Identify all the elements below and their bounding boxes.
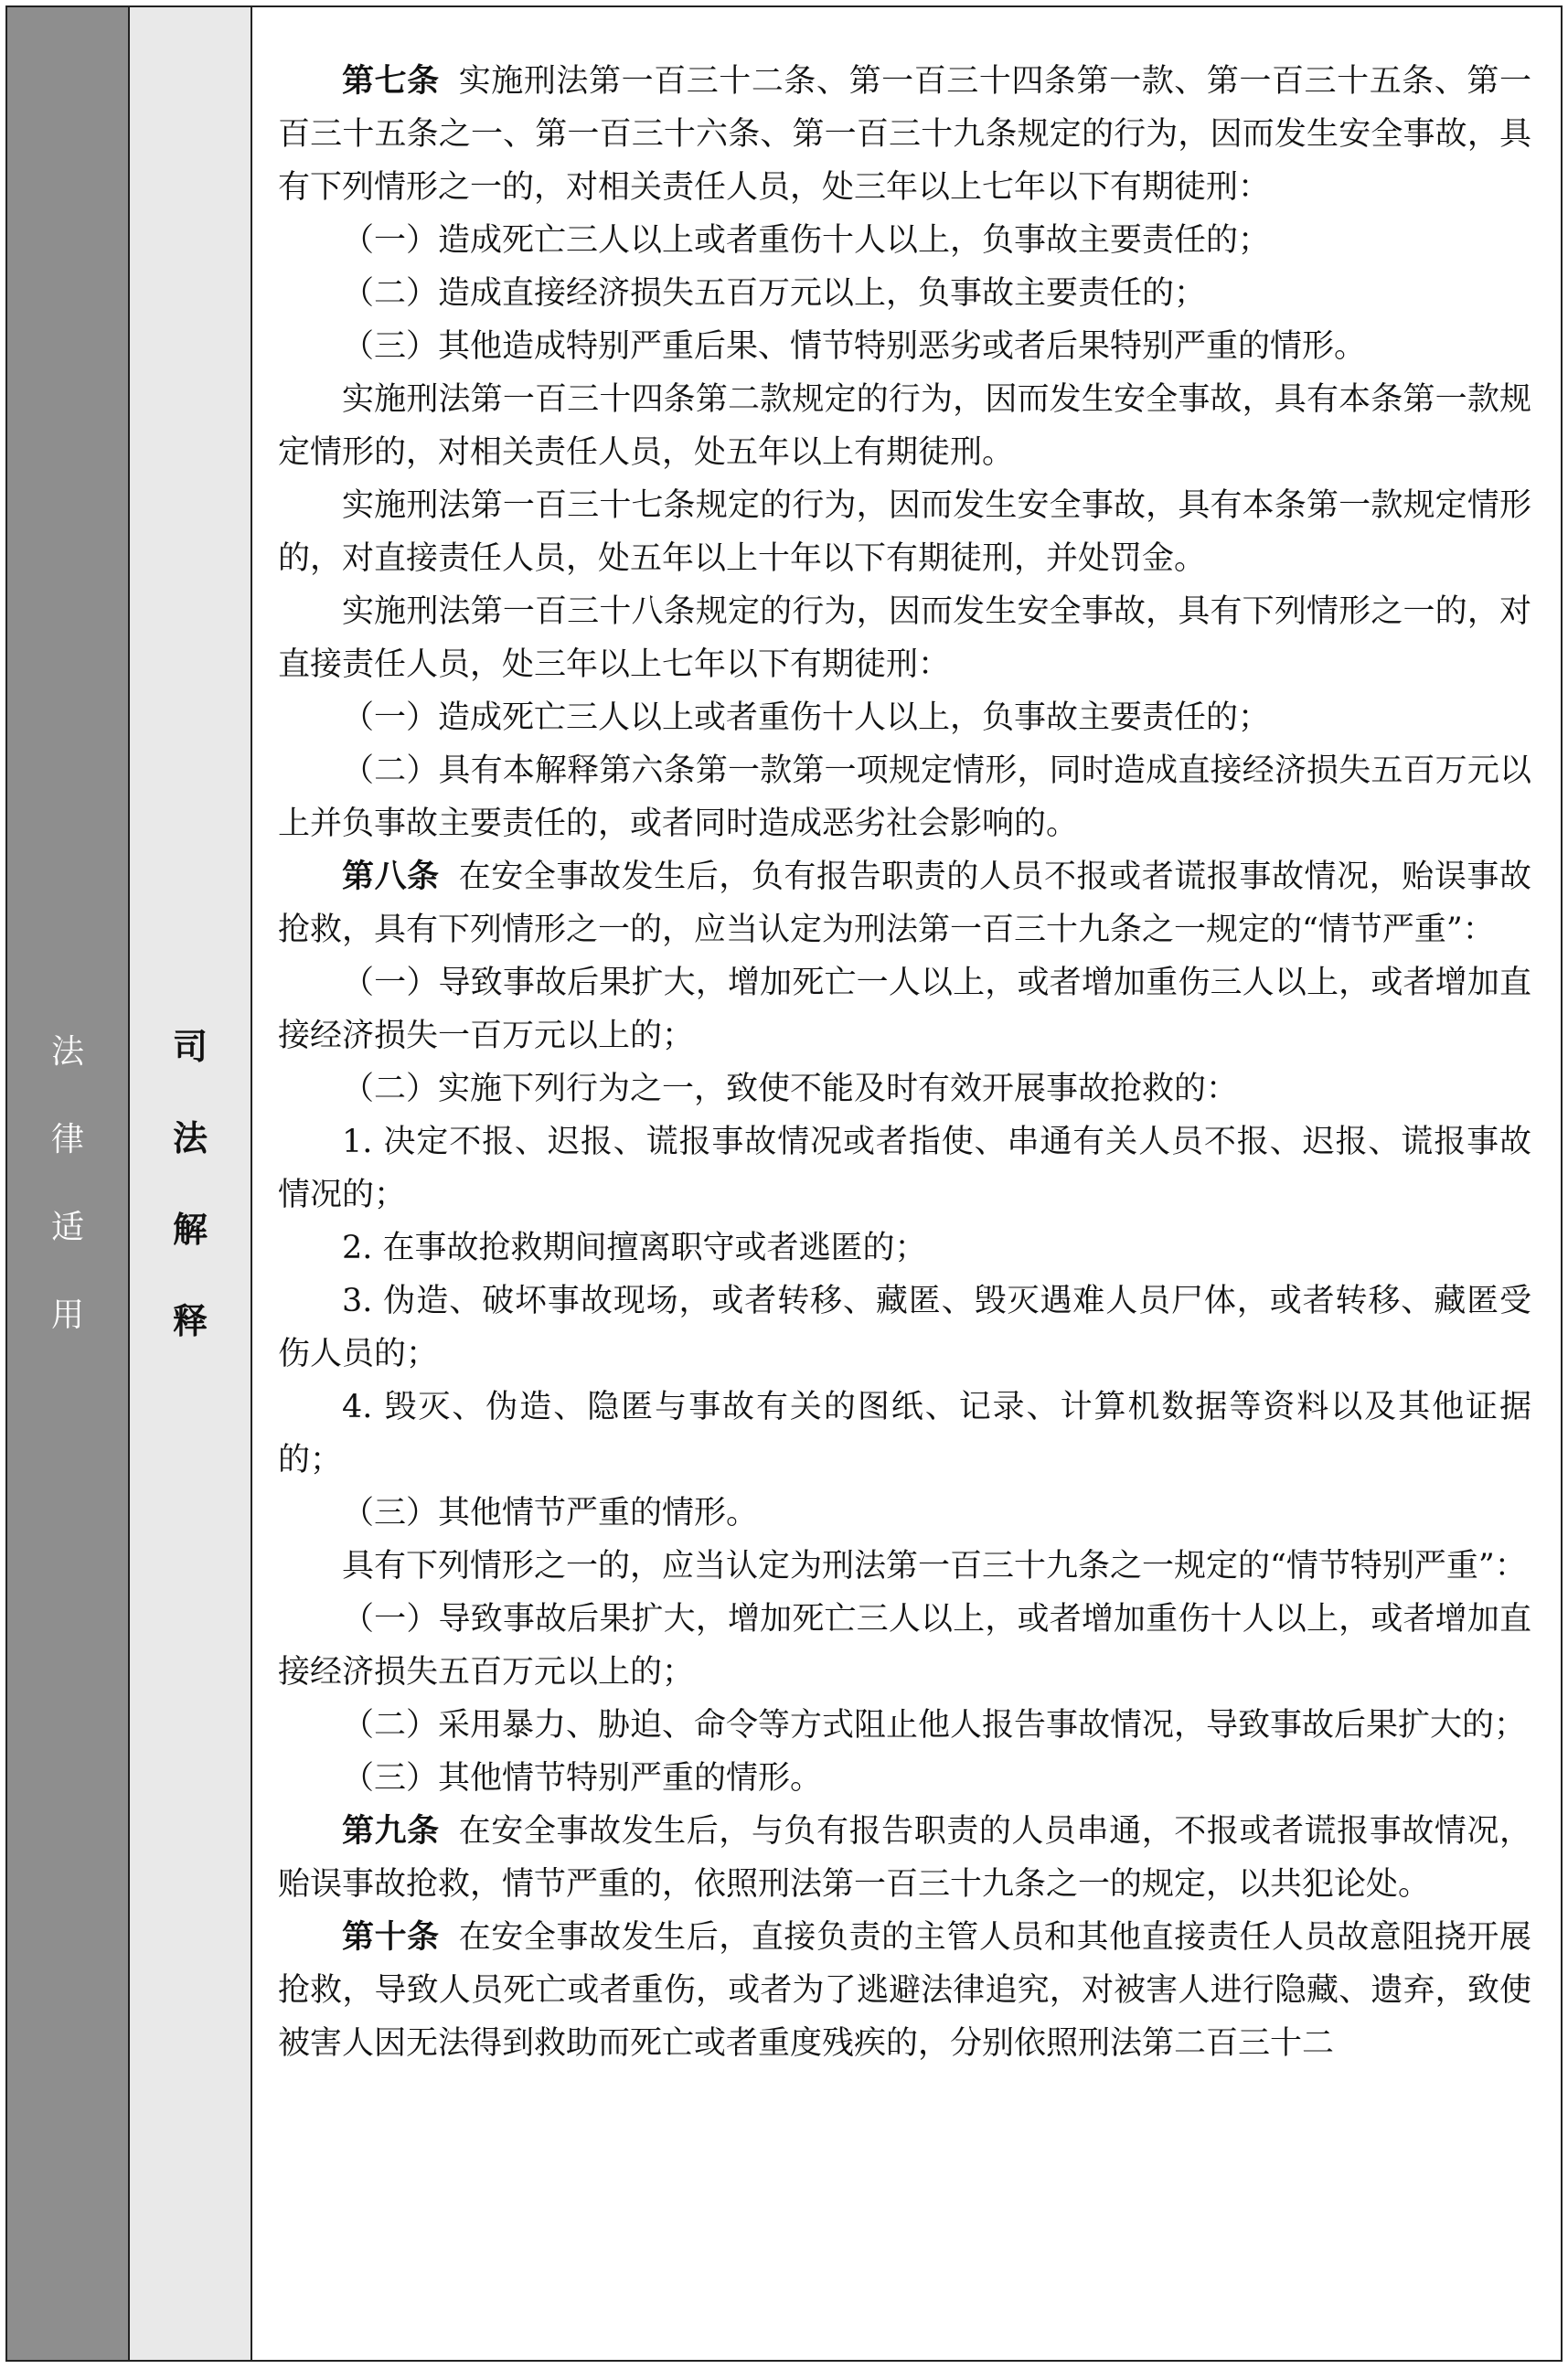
paragraph [278, 1062, 1531, 1115]
paragraph [278, 1381, 1531, 1487]
paragraph-text: （一）导致事故后果扩大，增加死亡一人以上，或者增加重伤三人以上，或者增加直接经济损失一百万元以上的； [278, 965, 1531, 1054]
paragraph [278, 744, 1531, 850]
section-label: 法 律 适 用 [50, 1032, 84, 1334]
paragraph-text: 实施刑法第一百三十二条、第一百三十四条第一款、第一百三十五条、第一百三十五条之一、第一百三十六条、第一百三十九条规定的行为，因而发生安全事故，具有下列情形之一的，对相关责任人员，处三年以上七年以下有期徒刑： [278, 63, 1531, 206]
page-frame [5, 5, 1563, 2362]
paragraph-text: （三）其他情节严重的情形。 [342, 1495, 759, 1531]
paragraph-text: 在安全事故发生后，负有报告职责的人员不报或者谎报事故情况，贻误事故抢救，具有下列情形之一的，应当认定为刑法第一百三十九条之一规定的“情节严重”： [278, 859, 1531, 948]
paragraph [278, 691, 1531, 744]
paragraph-text: （二）采用暴力、胁迫、命令等方式阻止他人报告事故情况，导致事故后果扩大的； [342, 1707, 1527, 1744]
paragraph [278, 1699, 1531, 1752]
paragraph-text: 具有下列情形之一的，应当认定为刑法第一百三十九条之一规定的“情节特别严重”： [342, 1548, 1527, 1585]
paragraph [278, 585, 1531, 691]
paragraph [278, 1752, 1531, 1805]
paragraph [278, 1805, 1531, 1911]
paragraph [278, 850, 1531, 956]
paragraph [278, 1487, 1531, 1540]
paragraph-text: （二）具有本解释第六条第一款第一项规定情形，同时造成直接经济损失五百万元以上并负事故主要责任的，或者同时造成恶劣社会影响的。 [278, 752, 1531, 842]
paragraph-text: （三）其他造成特别严重后果、情节特别恶劣或者后果特别严重的情形。 [342, 328, 1367, 365]
paragraph-text: （三）其他情节特别严重的情形。 [342, 1760, 823, 1797]
paragraph [278, 1540, 1531, 1593]
article-number: 第十条 [342, 1918, 440, 1956]
paragraph-text: 3. 伪造、破坏事故现场，或者转移、藏匿、毁灭遇难人员尸体，或者转移、藏匿受伤人员的； [278, 1283, 1531, 1372]
paragraph-text: （一）导致事故后果扩大，增加死亡三人以上，或者增加重伤十人以上，或者增加直接经济损失五百万元以上的； [278, 1601, 1531, 1691]
paragraph [278, 267, 1531, 320]
paragraph [278, 373, 1531, 479]
paragraph-text: 在安全事故发生后，直接负责的主管人员和其他直接责任人员故意阻挠开展抢救，导致人员死亡或者重伤，或者为了逃避法律追究，对被害人进行隐藏、遗弃，致使被害人因无法得到救助而死亡或者重度残疾的，分别依照刑法第二百三十二 [278, 1919, 1531, 2062]
paragraph-text: 4. 毁灭、伪造、隐匿与事故有关的图纸、记录、计算机数据等资料以及其他证据的； [278, 1389, 1531, 1478]
article-number: 第七条 [342, 62, 440, 100]
paragraph-text: 实施刑法第一百三十七条规定的行为，因而发生安全事故，具有本条第一款规定情形的，对直接责任人员，处五年以上十年以下有期徒刑，并处罚金。 [278, 487, 1531, 577]
section-label-column [7, 7, 130, 2360]
paragraph-text: （二）实施下列行为之一，致使不能及时有效开展事故抢救的： [342, 1071, 1239, 1107]
paragraph-text: 1. 决定不报、迟报、谎报事故情况或者指使、串通有关人员不报、迟报、谎报事故情况的； [278, 1124, 1531, 1213]
paragraph [278, 55, 1531, 214]
paragraph-text: 实施刑法第一百三十八条规定的行为，因而发生安全事故，具有下列情形之一的，对直接责任人员，处三年以上七年以下有期徒刑： [278, 593, 1531, 683]
paragraph-text: （二）造成直接经济损失五百万元以上，负事故主要责任的； [342, 275, 1207, 312]
paragraph-text: 在安全事故发生后，与负有报告职责的人员串通，不报或者谎报事故情况，贻误事故抢救，情节严重的，依照刑法第一百三十九条之一的规定，以共犯论处。 [278, 1813, 1531, 1903]
paragraph [278, 1911, 1531, 2070]
paragraph [278, 479, 1531, 585]
paragraph-text: （一）造成死亡三人以上或者重伤十人以上，负事故主要责任的； [342, 222, 1271, 259]
paragraph-text: （一）造成死亡三人以上或者重伤十人以上，负事故主要责任的； [342, 699, 1271, 736]
document-body [252, 7, 1561, 2360]
paragraph [278, 1593, 1531, 1699]
paragraph [278, 1222, 1531, 1275]
paragraph [278, 1115, 1531, 1222]
paragraph [278, 956, 1531, 1062]
article-number: 第九条 [342, 1812, 440, 1850]
paragraph [278, 320, 1531, 373]
paragraph [278, 214, 1531, 267]
paragraph-text: 2. 在事故抢救期间擅离职守或者逃匿的； [342, 1230, 927, 1266]
article-number: 第八条 [342, 858, 440, 895]
paragraph-text: 实施刑法第一百三十四条第二款规定的行为，因而发生安全事故，具有本条第一款规定情形的，对相关责任人员，处五年以上有期徒刑。 [278, 381, 1531, 471]
paragraph [278, 1275, 1531, 1381]
subsection-label: 司 法 解 释 [172, 1026, 208, 1341]
subsection-label-column [130, 7, 252, 2360]
